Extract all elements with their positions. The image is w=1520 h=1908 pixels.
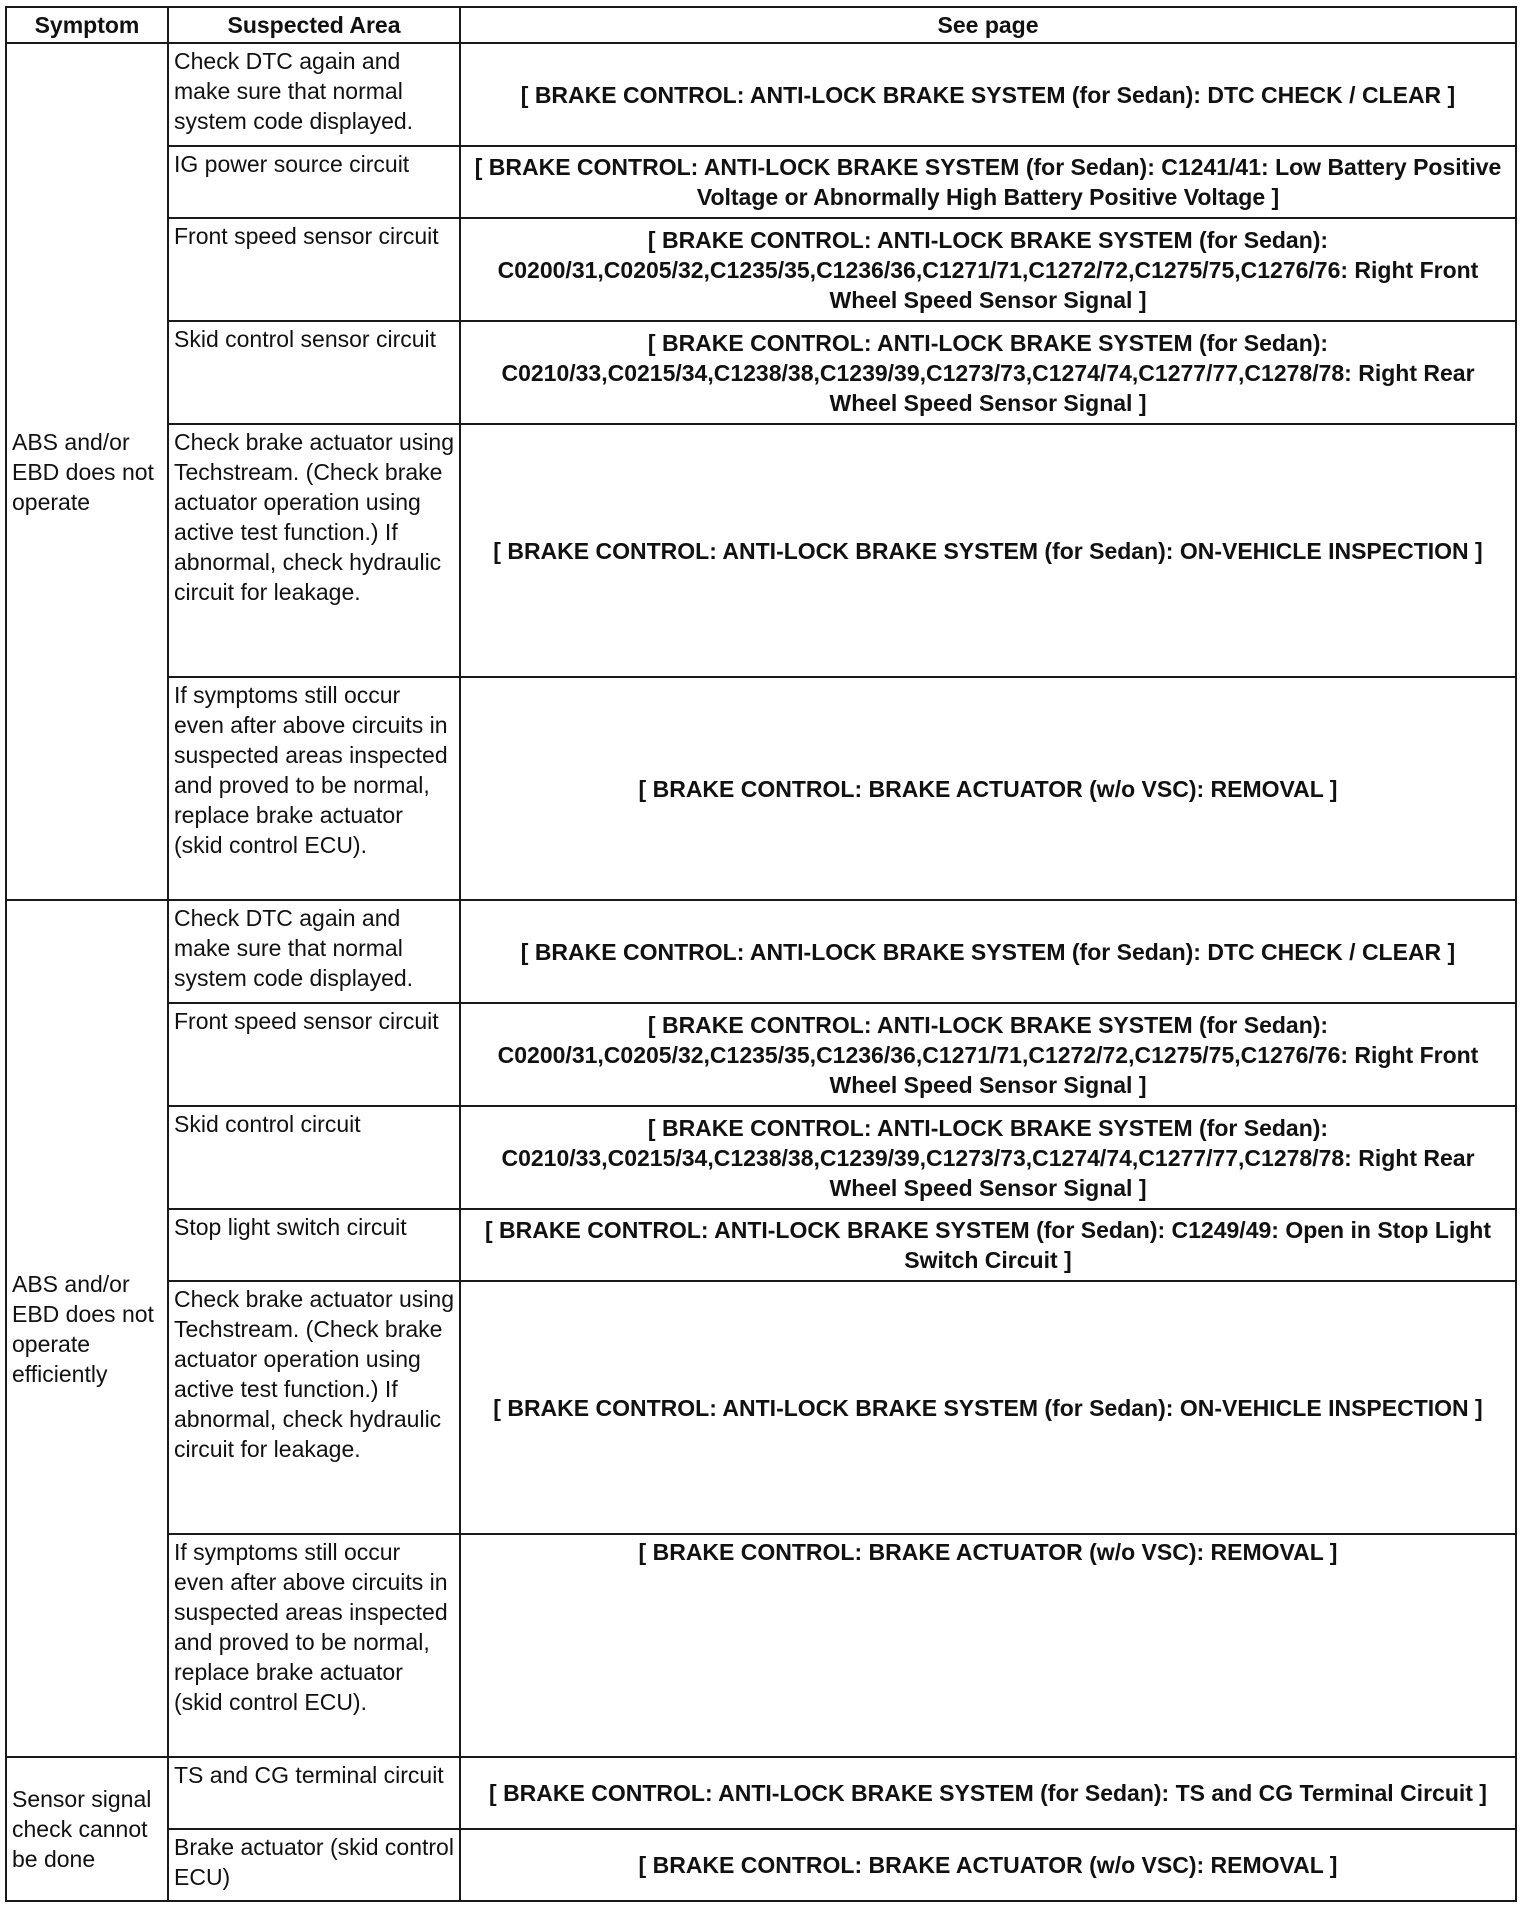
- symptom-cell: Sensor signal check cannot be done: [6, 1757, 168, 1901]
- suspected-area-cell: If symptoms still occur even after above circuits in suspected areas inspected and proved to be normal, replace brake actuator (skid control ECU).: [168, 677, 460, 900]
- table-row: [6, 900, 1516, 1003]
- see-page-cell: [ BRAKE CONTROL: ANTI-LOCK BRAKE SYSTEM (for Sedan): C0210/33,C0215/34,C1238/38,C1239/39,C1273/73,C1274/74,C1277/77,C1278/78: Right Rear Wheel Speed Sensor Signal ]: [460, 1106, 1516, 1209]
- see-page-cell: [ BRAKE CONTROL: BRAKE ACTUATOR (w/o VSC): REMOVAL ]: [460, 1534, 1516, 1757]
- see-page-cell: [ BRAKE CONTROL: ANTI-LOCK BRAKE SYSTEM (for Sedan): C1241/41: Low Battery Positive Voltage or Abnormally High Battery Positive Voltage ]: [460, 146, 1516, 218]
- symptom-cell: ABS and/or EBD does not operate efficiently: [6, 900, 168, 1757]
- see-page-cell: [ BRAKE CONTROL: ANTI-LOCK BRAKE SYSTEM (for Sedan): C0210/33,C0215/34,C1238/38,C1239/39,C1273/73,C1274/74,C1277/77,C1278/78: Right Rear Wheel Speed Sensor Signal ]: [460, 321, 1516, 424]
- table-row: [6, 218, 1516, 321]
- see-page-cell: [ BRAKE CONTROL: ANTI-LOCK BRAKE SYSTEM (for Sedan): ON-VEHICLE INSPECTION ]: [460, 1281, 1516, 1534]
- suspected-area-cell: If symptoms still occur even after above circuits in suspected areas inspected and proved to be normal, replace brake actuator (skid control ECU).: [168, 1534, 460, 1757]
- table-row: [6, 1829, 1516, 1901]
- table-row: [6, 1209, 1516, 1281]
- table-row: [6, 1003, 1516, 1106]
- table-row: [6, 146, 1516, 218]
- table-row: [6, 1106, 1516, 1209]
- table-row: [6, 424, 1516, 677]
- suspected-area-cell: Skid control sensor circuit: [168, 321, 460, 424]
- see-page-cell: [ BRAKE CONTROL: ANTI-LOCK BRAKE SYSTEM (for Sedan): C0200/31,C0205/32,C1235/35,C1236/36,C1271/71,C1272/72,C1275/75,C1276/76: Right Front Wheel Speed Sensor Signal ]: [460, 218, 1516, 321]
- table-row: [6, 43, 1516, 146]
- see-page-cell: [ BRAKE CONTROL: ANTI-LOCK BRAKE SYSTEM (for Sedan): TS and CG Terminal Circuit ]: [460, 1757, 1516, 1829]
- suspected-area-cell: Check DTC again and make sure that normal system code displayed.: [168, 900, 460, 1003]
- suspected-area-cell: Check brake actuator using Techstream. (Check brake actuator operation using active test function.) If abnormal, check hydraulic circuit for leakage.: [168, 1281, 460, 1534]
- suspected-area-cell: IG power source circuit: [168, 146, 460, 218]
- suspected-area-cell: Check brake actuator using Techstream. (Check brake actuator operation using active test function.) If abnormal, check hydraulic circuit for leakage.: [168, 424, 460, 677]
- troubleshooting-table: [5, 6, 1517, 1902]
- header-symptom: Symptom: [6, 7, 168, 43]
- header-see-page: See page: [460, 7, 1516, 43]
- see-page-cell: [ BRAKE CONTROL: ANTI-LOCK BRAKE SYSTEM (for Sedan): DTC CHECK / CLEAR ]: [460, 900, 1516, 1003]
- see-page-cell: [ BRAKE CONTROL: BRAKE ACTUATOR (w/o VSC): REMOVAL ]: [460, 677, 1516, 900]
- see-page-cell: [ BRAKE CONTROL: ANTI-LOCK BRAKE SYSTEM (for Sedan): C1249/49: Open in Stop Light Switch Circuit ]: [460, 1209, 1516, 1281]
- suspected-area-cell: Brake actuator (skid control ECU): [168, 1829, 460, 1901]
- table-row: [6, 1757, 1516, 1829]
- suspected-area-cell: Check DTC again and make sure that normal system code displayed.: [168, 43, 460, 146]
- suspected-area-cell: Front speed sensor circuit: [168, 218, 460, 321]
- see-page-cell: [ BRAKE CONTROL: BRAKE ACTUATOR (w/o VSC): REMOVAL ]: [460, 1829, 1516, 1901]
- see-page-cell: [ BRAKE CONTROL: ANTI-LOCK BRAKE SYSTEM (for Sedan): DTC CHECK / CLEAR ]: [460, 43, 1516, 146]
- see-page-cell: [ BRAKE CONTROL: ANTI-LOCK BRAKE SYSTEM (for Sedan): C0200/31,C0205/32,C1235/35,C1236/36,C1271/71,C1272/72,C1275/75,C1276/76: Right Front Wheel Speed Sensor Signal ]: [460, 1003, 1516, 1106]
- header-row: [6, 7, 1516, 43]
- table-row: [6, 1534, 1516, 1757]
- suspected-area-cell: Stop light switch circuit: [168, 1209, 460, 1281]
- suspected-area-cell: Skid control circuit: [168, 1106, 460, 1209]
- table-row: [6, 677, 1516, 900]
- symptom-cell: ABS and/or EBD does not operate: [6, 43, 168, 900]
- see-page-cell: [ BRAKE CONTROL: ANTI-LOCK BRAKE SYSTEM (for Sedan): ON-VEHICLE INSPECTION ]: [460, 424, 1516, 677]
- header-suspected-area: Suspected Area: [168, 7, 460, 43]
- suspected-area-cell: TS and CG terminal circuit: [168, 1757, 460, 1829]
- table-row: [6, 1281, 1516, 1534]
- suspected-area-cell: Front speed sensor circuit: [168, 1003, 460, 1106]
- table-row: [6, 321, 1516, 424]
